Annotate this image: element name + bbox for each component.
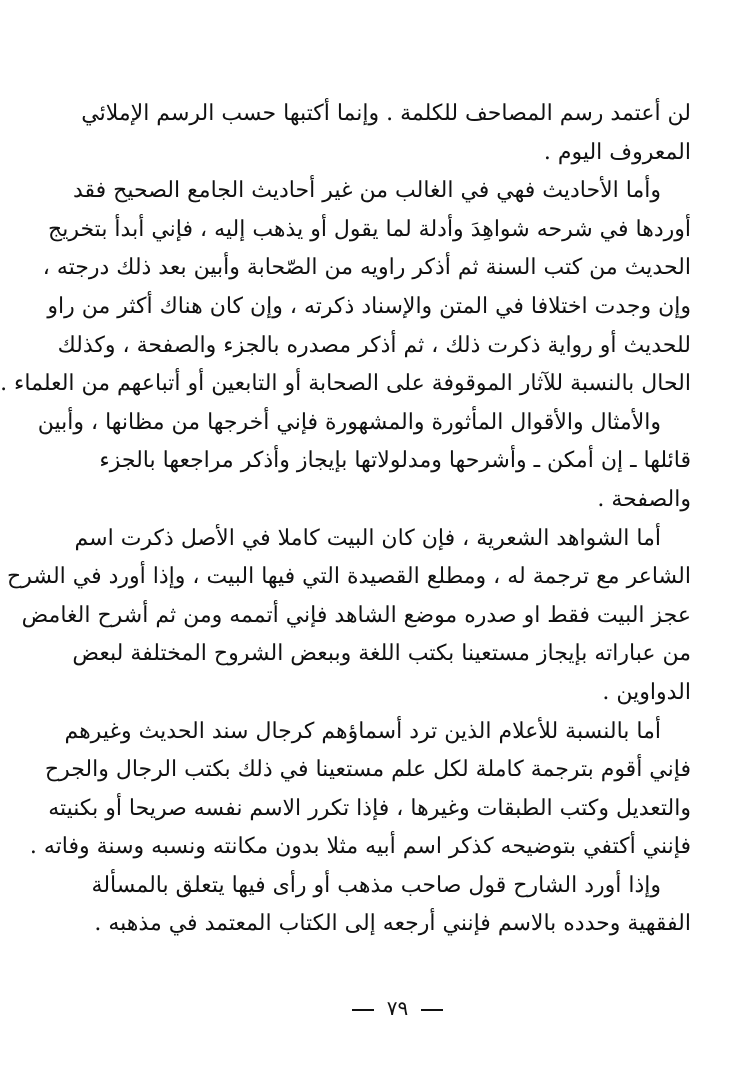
text-line-1: لن أعتمد رسم المصاحف للكلمة . وإنما أكتبها حسب الرسم الإملائي [81, 101, 691, 126]
text-line-9: والأمثال والأقوال المأثورة والمشهورة فإني أخرجها من مظانها ، وأبين [37, 409, 661, 435]
text-line-8: الحال بالنسبة للآثار الموقوفة على الصحابة أو التابعين أو أتباعهم من العلماء . [0, 371, 691, 397]
text-line-15: من عباراته بإيجاز مستعينا بكتب اللغة وببعض الشروح المختلفة لبعض [72, 641, 691, 667]
text-line-7: للحديث أو رواية ذكرت ذلك ، ثم أذكر مصدره بالجزء والصفحة ، وكذلك [57, 332, 691, 358]
page-footer [46, 996, 749, 1020]
dash-right [352, 1009, 374, 1011]
text-line-21: وإذا أورد الشارح قول صاحب مذهب أو رأى فيها يتعلق بالمسألة [91, 872, 661, 898]
text-line-22: الفقهية وحدده بالاسم فإنني أرجعه إلى الكتاب المعتمد في مذهبه . [94, 911, 691, 937]
text-line-2: المعروف اليوم . [543, 139, 691, 165]
text-line-12: أما الشواهد الشعرية ، فإن كان البيت كاملا في الأصل ذكرت اسم [74, 525, 661, 551]
text-line-20: فإنني أكتفي بتوضيحه كذكر اسم أبيه مثلا بدون مكانته ونسبه وسنة وفاته . [29, 834, 691, 860]
text-line-11: والصفحة . [597, 486, 691, 512]
text-line-17: أما بالنسبة للأعلام الذين ترد أسماؤهم كرجال سند الحديث وغيرهم [64, 718, 661, 744]
page-number: ٧٩ [386, 996, 409, 1020]
text-line-6: وإن وجدت اختلافا في المتن والإسناد ذكرته ، وإن كان هناك أكثر من راو [47, 293, 691, 319]
text-line-5: الحديث من كتب السنة ثم أذكر راويه من الصّحابة وأبين بعد ذلك درجته ، [42, 255, 691, 281]
text-line-18: فإني أقوم بترجمة كاملة لكل علم مستعينا في ذلك بكتب الرجال والجرح [44, 757, 691, 783]
text-line-3: وأما الأحاديث فهي في الغالب من غير أحاديث الجامع الصحيح فقد [72, 178, 661, 204]
text-line-19: والتعديل وكتب الطبقات وغيرها ، فإذا تكرر الاسم نفسه صريحا أو بكنيته [48, 795, 691, 821]
dash-left [421, 1009, 443, 1011]
text-line-13: الشاعر مع ترجمة له ، ومطلع القصيدة التي فيها البيت ، وإذا أورد في الشرح [7, 564, 691, 590]
page-body [0, 95, 691, 944]
text-line-14: عجز البيت فقط او صدره موضع الشاهد فإني أتممه ومن ثم أشرح الغامض [21, 602, 691, 628]
text-line-16: الدواوين . [602, 679, 691, 705]
text-line-4: أوردها في شرحه شواهِدَ وأدلة لما يقول أو يذهب إليه ، فإني أبدأ بتخريج [48, 216, 691, 242]
text-line-10: قائلها ـ إن أمكن ـ وأشرحها ومدلولاتها بإيجاز وأذكر مراجعها بالجزء [99, 448, 691, 474]
